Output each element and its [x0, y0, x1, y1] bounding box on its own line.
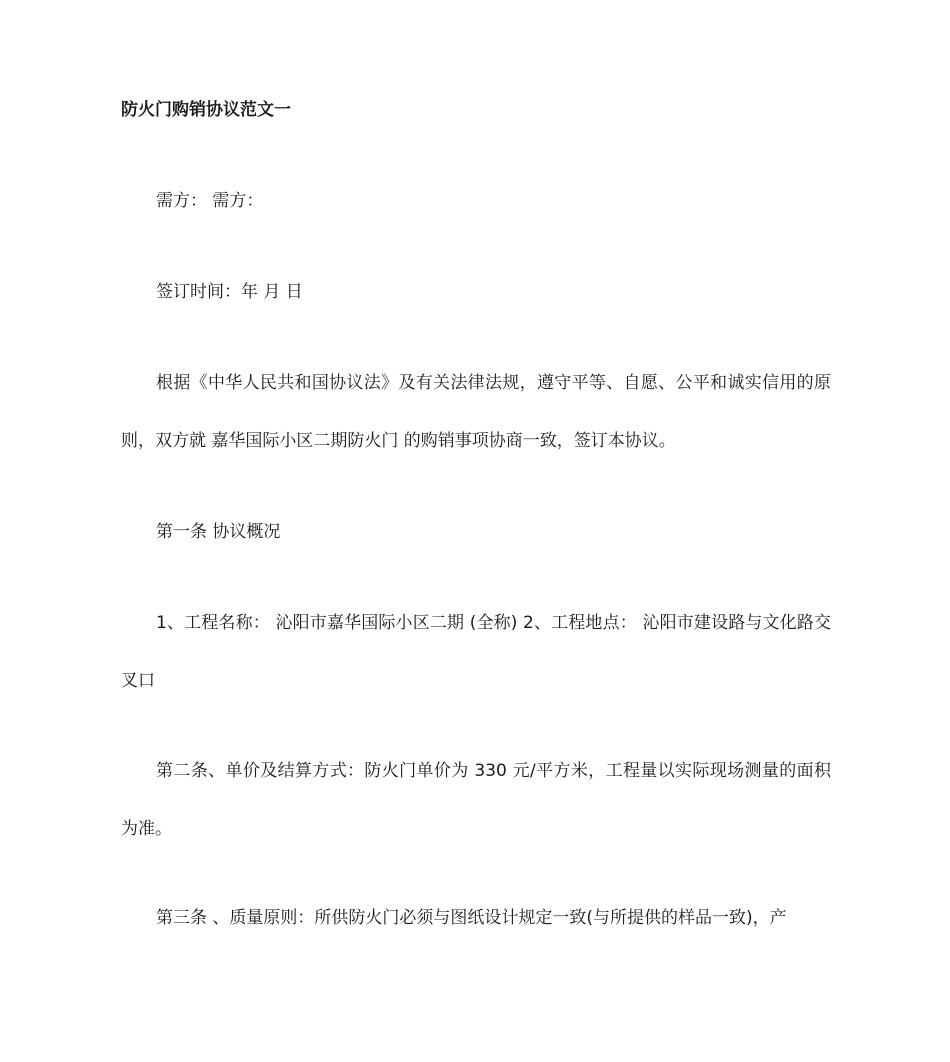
paragraph-preamble: 根据《中华人民共和国协议法》及有关法律法规，遵守平等、自愿、公平和诚实信用的原则，双方就 嘉华国际小区二期防火门 的购销事项协商一致，签订本协议。	[121, 373, 831, 451]
paragraph-article-2: 第二条、单价及结算方式：防火门单价为 330 元/平方米，工程量以实际现场测量的面积为准。	[121, 761, 831, 839]
paragraph-signing-date: 签订时间：年 月 日	[156, 282, 303, 302]
paragraph-article-3: 第三条 、质量原则：所供防火门必须与图纸设计规定一致(与所提供的样品一致)，产	[156, 908, 787, 928]
paragraph-project-info: 1、工程名称： 沁阳市嘉华国际小区二期 (全称) 2、工程地点： 沁阳市建设路与文化路交叉口	[121, 613, 831, 691]
document-title: 防火门购销协议范文一	[121, 100, 291, 120]
paragraph-article-1-heading: 第一条 协议概况	[156, 522, 281, 542]
paragraph-party: 需方： 需方：	[156, 191, 264, 211]
